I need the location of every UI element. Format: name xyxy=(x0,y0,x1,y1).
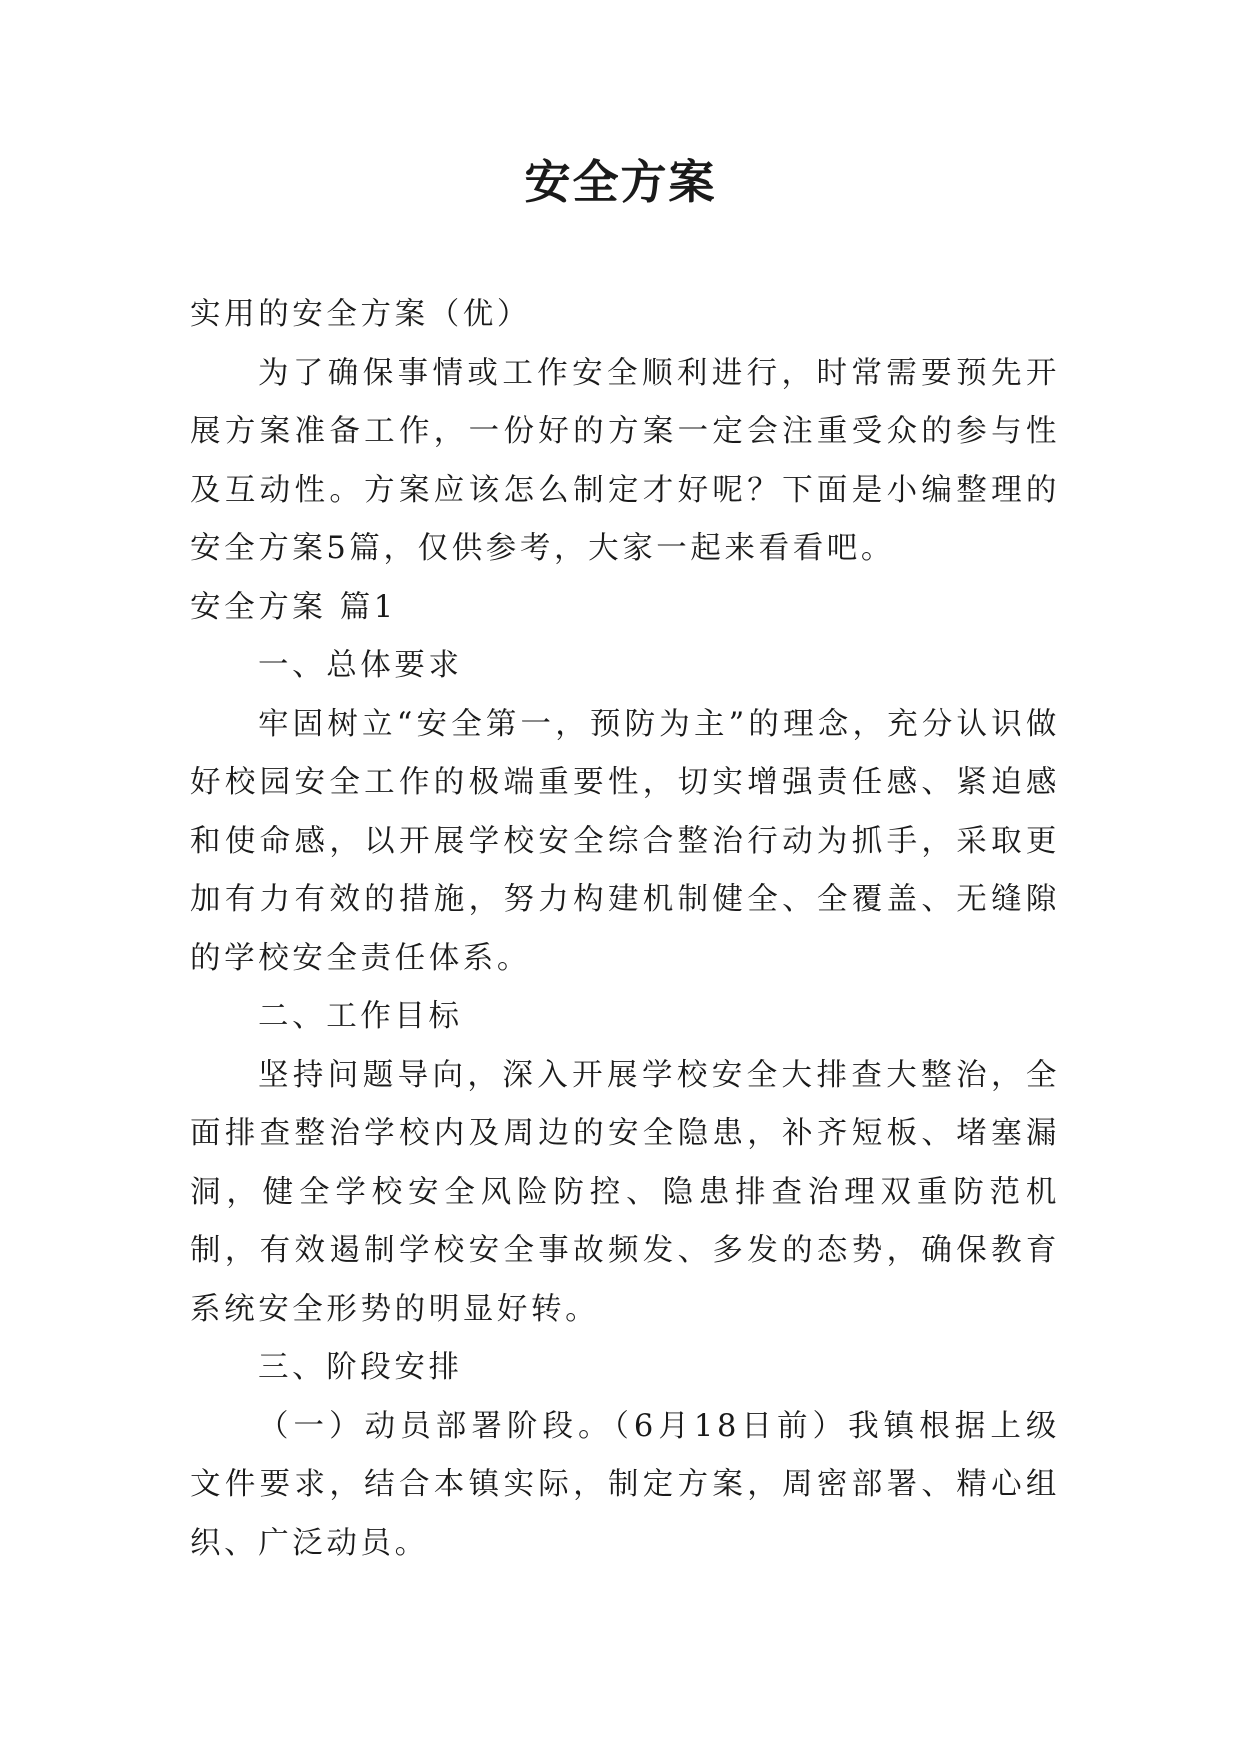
heading-general-requirements: 一、总体要求 xyxy=(258,648,463,683)
section-title: 安全方案 篇1 xyxy=(190,589,397,625)
paragraph-stage-arrangement: （一）动员部署阶段。（6月18日前）我镇根据上级文件要求，结合本镇实际，制定方案，周密部署、精心组织、广泛动员。 xyxy=(190,1408,1060,1561)
document-body xyxy=(190,286,1060,1573)
document-title: 安全方案 xyxy=(524,155,717,209)
paragraph-general-requirements: 牢固树立“安全第一，预防为主”的理念，充分认识做好校园安全工作的极端重要性，切实增强责任感、紧迫感和使命感，以开展学校安全综合整治行动为抓手，采取更加有力有效的措施，努力构建机制健全、全覆盖、无缝隙的学校安全责任体系。 xyxy=(190,706,1060,976)
paragraph-work-goals: 坚持问题导向，深入开展学校安全大排查大整治，全面排查整治学校内及周边的安全隐患，补齐短板、堵塞漏洞，健全学校安全风险防控、隐患排查治理双重防范机制，有效遏制学校安全事故频发、多发的态势，确保教育系统安全形势的明显好转。 xyxy=(190,1057,1060,1327)
document-subtitle: 实用的安全方案（优） xyxy=(190,297,531,332)
intro-paragraph: 为了确保事情或工作安全顺利进行，时常需要预先开展方案准备工作，一份好的方案一定会注重受众的参与性及互动性。方案应该怎么制定才好呢？下面是小编整理的安全方案5篇，仅供参考，大家一起来看看吧。 xyxy=(190,355,1060,566)
heading-work-goals: 二、工作目标 xyxy=(258,999,463,1034)
heading-stage-arrangement: 三、阶段安排 xyxy=(258,1350,463,1385)
